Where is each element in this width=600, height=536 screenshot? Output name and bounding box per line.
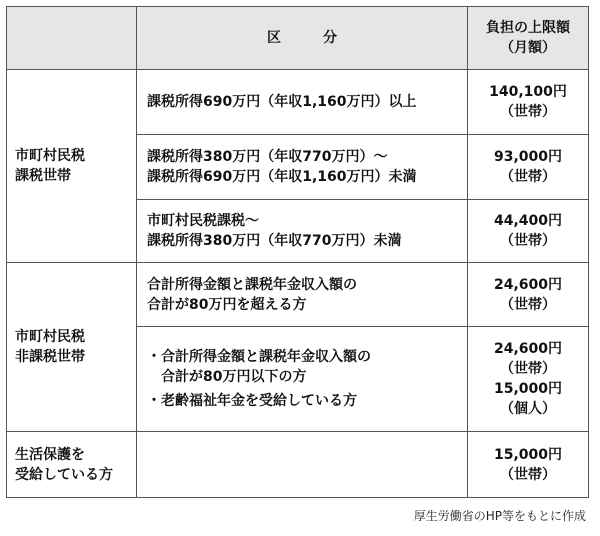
amount-cell: 93,000円 （世帯） [468,135,589,200]
header-blank-cell [7,7,137,70]
table-row [7,432,589,498]
amount-cell: 24,600円 （世帯） 15,000円 （個人） [468,327,589,432]
table-row [7,70,589,135]
amount-cell: 15,000円 （世帯） [468,432,589,498]
amount-cell: 140,100円 （世帯） [468,70,589,135]
condition-cell: 課税所得690万円（年収1,160万円）以上 [137,70,468,135]
group-label-taxable: 市町村民税 課税世帯 [7,70,137,263]
amount-cell: 44,400円 （世帯） [468,200,589,263]
source-note: 厚生労働省のHP等をもとに作成 [413,509,586,523]
condition-cell: 市町村民税課税～ 課税所得380万円（年収770万円）未満 [137,200,468,263]
bullet-item: ・合計所得金額と課税年金収入額の [147,349,371,365]
header-limit-line1: 負担の上限額 [486,20,570,36]
amount-cell: 24,600円 （世帯） [468,263,589,327]
table-row [7,263,589,327]
condition-cell: ・合計所得金額と課税年金収入額の 合計が80万円以下の方 ・老齢福祉年金を受給している方 [137,327,468,432]
condition-cell: 課税所得380万円（年収770万円）～ 課税所得690万円（年収1,160万円）未満 [137,135,468,200]
header-limit-line2: （月額） [500,40,556,56]
header-limit [468,7,589,70]
group-label-welfare: 生活保護を 受給している方 [7,432,137,498]
cost-limit-table [6,6,589,498]
header-row [7,7,589,70]
condition-cell-empty [137,432,468,498]
bullet-item: ・老齢福祉年金を受給している方 [147,393,357,409]
condition-cell: 合計所得金額と課税年金収入額の 合計が80万円を超える方 [137,263,468,327]
group-label-non-taxable: 市町村民税 非課税世帯 [7,263,137,432]
header-category: 区 分 [137,7,468,70]
